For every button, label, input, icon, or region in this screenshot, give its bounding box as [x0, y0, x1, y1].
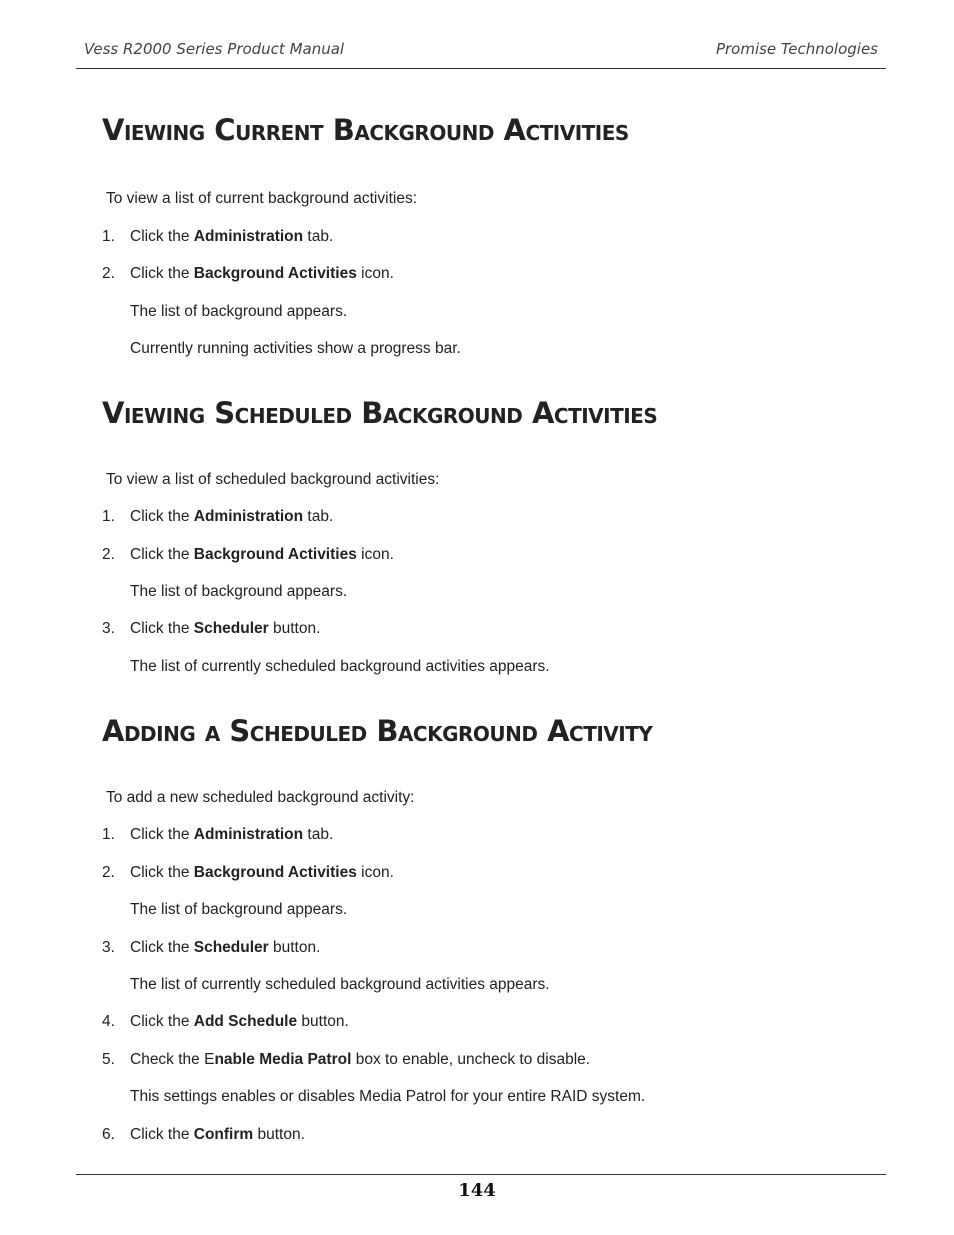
- ui-element-name: Scheduler: [193, 939, 269, 956]
- ui-element-name: Administration: [193, 826, 304, 843]
- step-note: The list of currently scheduled background activities appears.: [130, 976, 550, 993]
- step-item: [102, 265, 394, 283]
- step-item: [102, 228, 333, 246]
- step-text: button.: [297, 1013, 349, 1030]
- step-text: icon.: [356, 864, 394, 881]
- step-text: Click the: [130, 1126, 194, 1143]
- ui-element-name: Administration: [193, 508, 304, 525]
- step-item: [102, 864, 394, 882]
- step-text: button.: [268, 620, 321, 637]
- page-header: [76, 38, 886, 69]
- step-note: The list of background appears.: [130, 303, 348, 320]
- step-number: 2.: [102, 265, 115, 282]
- step-number: 2.: [102, 864, 115, 881]
- ui-element-name: Administration: [193, 228, 304, 245]
- ui-element-name: Background Activities: [193, 546, 357, 563]
- page-number: 144: [458, 1180, 496, 1201]
- section-intro: To add a new scheduled background activity:: [106, 789, 415, 806]
- section-title: Viewing Scheduled Background Activities: [102, 396, 658, 430]
- step-note: The list of background appears.: [130, 583, 348, 600]
- step-text: tab.: [303, 508, 334, 525]
- step-note: The list of background appears.: [130, 901, 348, 918]
- step-number: 1.: [102, 508, 115, 525]
- step-text: icon.: [356, 265, 394, 282]
- step-text: Click the: [130, 508, 194, 525]
- step-text: Click the: [130, 826, 194, 843]
- step-item: [102, 1051, 590, 1069]
- section-intro: To view a list of current background activities:: [106, 190, 417, 207]
- step-note: This settings enables or disables Media Patrol for your entire RAID system.: [130, 1088, 646, 1105]
- step-text: Click the: [130, 939, 194, 956]
- step-item: [102, 508, 333, 526]
- step-text: icon.: [356, 546, 394, 563]
- step-number: 6.: [102, 1126, 115, 1143]
- step-text: Click the: [130, 1013, 194, 1030]
- ui-element-name: Scheduler: [193, 620, 269, 637]
- ui-element-name: Background Activities: [193, 864, 357, 881]
- step-text: tab.: [303, 826, 334, 843]
- ui-element-name: Confirm: [193, 1126, 254, 1143]
- step-number: 2.: [102, 546, 115, 563]
- step-number: 5.: [102, 1051, 115, 1068]
- section-intro: To view a list of scheduled background activities:: [106, 471, 440, 488]
- step-text: button.: [268, 939, 321, 956]
- step-text: Check the E: [130, 1051, 215, 1068]
- step-item: [102, 1013, 349, 1031]
- step-text: box to enable, uncheck to disable.: [351, 1051, 591, 1068]
- step-number: 1.: [102, 228, 115, 245]
- step-number: 3.: [102, 939, 115, 956]
- step-note: The list of currently scheduled background activities appears.: [130, 658, 550, 675]
- ui-element-name: Background Activities: [193, 265, 357, 282]
- step-text: button.: [253, 1126, 305, 1143]
- step-item: [102, 1126, 305, 1144]
- step-text: Click the: [130, 228, 194, 245]
- step-number: 3.: [102, 620, 115, 637]
- step-note: Currently running activities show a progress bar.: [130, 340, 461, 357]
- ui-element-name: nable Media Patrol: [214, 1051, 352, 1068]
- step-number: 1.: [102, 826, 115, 843]
- step-item: [102, 826, 333, 844]
- step-item: [102, 939, 320, 957]
- company-name: Promise Technologies: [715, 40, 878, 58]
- section-title: Adding a Scheduled Background Activity: [102, 714, 653, 748]
- section-title: Viewing Current Background Activities: [102, 113, 629, 147]
- step-text: Click the: [130, 864, 194, 881]
- ui-element-name: Add Schedule: [193, 1013, 298, 1030]
- footer-rule: [76, 1174, 886, 1175]
- step-text: Click the: [130, 620, 194, 637]
- step-text: tab.: [303, 228, 334, 245]
- step-item: [102, 546, 394, 564]
- step-number: 4.: [102, 1013, 115, 1030]
- step-text: Click the: [130, 265, 194, 282]
- manual-title: Vess R2000 Series Product Manual: [84, 40, 345, 58]
- step-text: Click the: [130, 546, 194, 563]
- step-item: [102, 620, 320, 638]
